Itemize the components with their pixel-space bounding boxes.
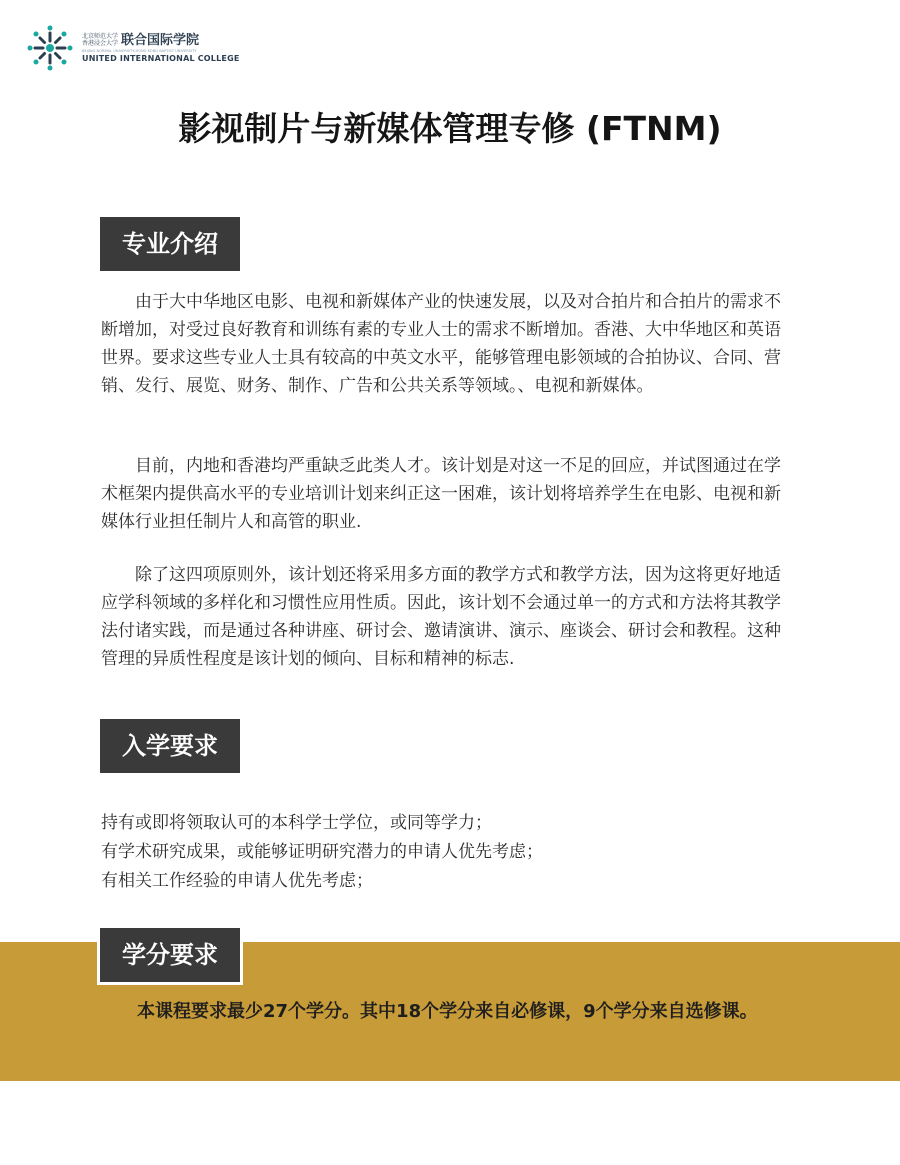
uic-emblem-icon xyxy=(24,22,76,74)
admission-requirements-list xyxy=(101,809,543,896)
logo-university-en: BEIJING NORMAL UNIVERSITY-HONG KONG BAPTIST UNIVERSITY xyxy=(82,49,197,54)
logo-university-cn-1: 北京师范大学 xyxy=(82,33,119,41)
logo-college-en: UNITED INTERNATIONAL COLLEGE xyxy=(82,53,240,63)
list-item: 持有或即将领取认可的本科学士学位，或同等学力； xyxy=(101,813,492,833)
intro-heading: 专业介绍 xyxy=(100,217,240,271)
intro-paragraph-1: 由于大中华地区电影、电视和新媒体产业的快速发展，以及对合拍片和合拍片的需求不断增加，对受过良好教育和训练有素的专业人士的需求不断增加。香港、大中华地区和英语世界。要求这些专业人士具有较高的中英文水平，能够管理电影领域的合拍协议、合同、营销、发行、展览、财务、制作、广告和公共关系等领域。、电视和新媒体。 xyxy=(101,292,781,396)
credits-heading: 学分要求 xyxy=(100,928,240,982)
logo-university-cn-2: 香港浸会大学 xyxy=(82,40,119,48)
college-logo xyxy=(24,22,240,74)
admission-heading: 入学要求 xyxy=(100,719,240,773)
logo-college-cn: 联合国际学院 xyxy=(121,32,200,48)
list-item: 有学术研究成果，或能够证明研究潜力的申请人优先考虑； xyxy=(101,842,543,862)
intro-paragraph-3: 除了这四项原则外，该计划还将采用多方面的教学方式和教学方法，因为这将更好地适应学科领域的多样化和习惯性应用性质。因此，该计划不会通过单一的方式和方法将其教学法付诸实践，而是通过各种讲座、研讨会、邀请演讲、演示、座谈会、研讨会和教程。这种管理的异质性程度是该计划的倾向、目标和精神的标志. xyxy=(101,565,781,669)
credits-text: 本课程要求最少27个学分。其中18个学分来自必修课，9个学分来自选修课。 xyxy=(137,1001,758,1022)
intro-paragraph-2: 目前，内地和香港均严重缺乏此类人才。该计划是对这一不足的回应，并试图通过在学术框架内提供高水平的专业培训计划来纠正这一困难，该计划将培养学生在电影、电视和新媒体行业担任制片人和高管的职业. xyxy=(101,456,781,532)
list-item: 有相关工作经验的申请人优先考虑； xyxy=(101,871,373,891)
page-title: 影视制片与新媒体管理专修 (FTNM) xyxy=(178,109,722,148)
